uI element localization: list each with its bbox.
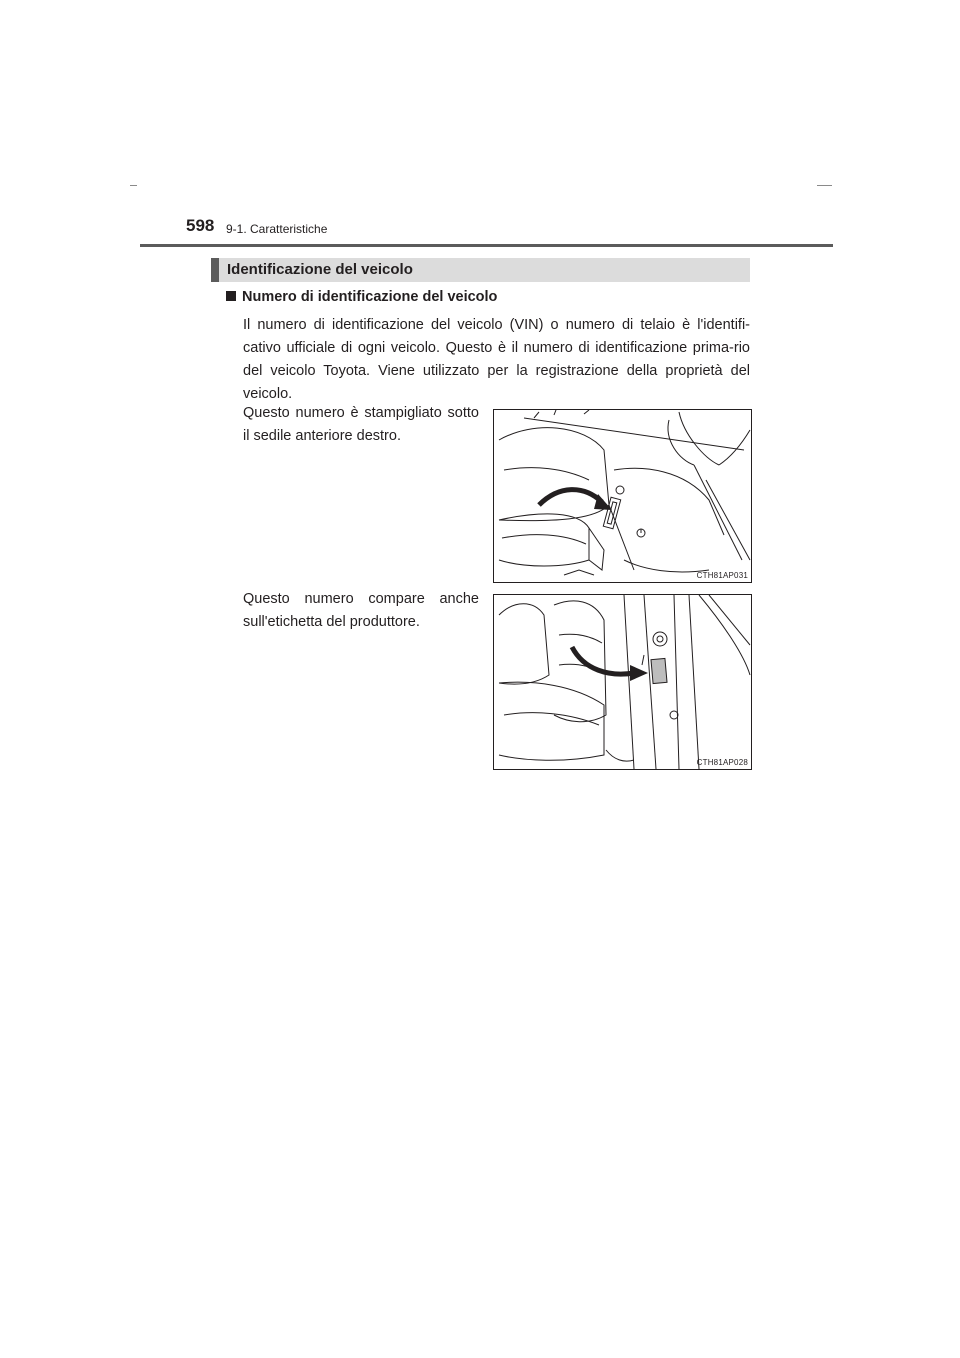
seat-floor-illustration [494, 410, 751, 582]
figure-code: CTH81AP028 [696, 758, 748, 767]
vin-description-paragraph: Il numero di identificazione del veicolo (VIN) o numero di telaio è l'identifi-cativo ufficiale di ogni veicolo. Questo è il numero di identificazione prima-rio del veicolo Toyota. Viene utilizzato per la registrazione della proprietà del veicolo. [243, 317, 750, 402]
page-number: 598 [186, 216, 215, 235]
subheading [226, 289, 497, 305]
subheading-text: Numero di identificazione del veicolo [242, 289, 498, 305]
figure-code: CTH81AP031 [696, 571, 748, 580]
section-reference: 9-1. Caratteristiche [226, 222, 328, 236]
stamped-location-paragraph: Questo numero è stampigliato sotto il sedile anteriore destro. [243, 405, 479, 444]
label-location-paragraph: Questo numero compare anche sull'etichetta del produttore. [243, 591, 479, 630]
section-heading-bar [211, 258, 750, 282]
door-pillar-illustration [494, 595, 751, 769]
crop-mark-left [130, 185, 137, 186]
section-title: Identificazione del veicolo [227, 261, 413, 278]
figure-vin-label [493, 594, 752, 770]
header-rule [140, 244, 833, 247]
square-bullet-icon [226, 291, 236, 301]
crop-mark-right [817, 185, 832, 186]
section-heading-accent [211, 258, 219, 282]
figure-vin-under-seat [493, 409, 752, 583]
